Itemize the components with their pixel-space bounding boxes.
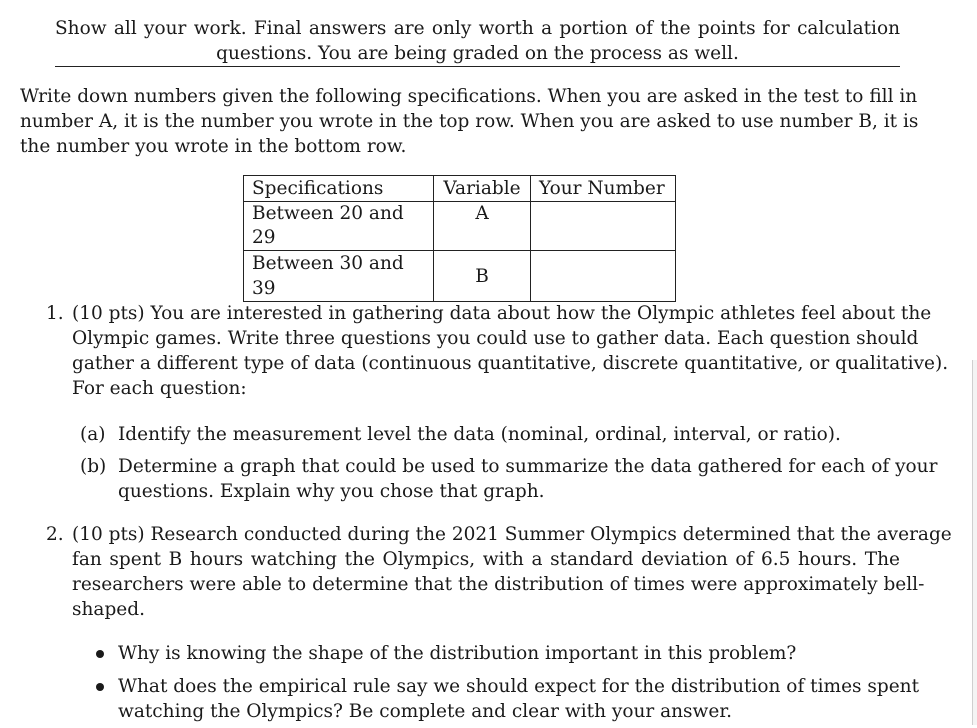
table-row: [244, 251, 676, 302]
specifications-table: [243, 175, 676, 302]
part-line: Determine a graph that could be used to summarize the data gathered for each of your: [118, 456, 938, 477]
question-line: researchers were able to determine that the distribution of times were approximately bell-: [72, 574, 925, 595]
table-header-row: [244, 176, 676, 202]
question-text: [72, 522, 952, 622]
instructions-header: [55, 16, 900, 66]
bullet-line: Why is knowing the shape of the distribution important in this problem?: [118, 643, 797, 664]
part-line: Identify the measurement level the data (nominal, ordinal, interval, or ratio).: [118, 424, 841, 445]
part-label: (b): [80, 456, 107, 477]
header-line: Show all your work. Final answers are only worth a portion of the points for calculation: [55, 18, 900, 39]
column-header: Variable: [434, 176, 531, 202]
question-line: (10 pts) You are interested in gathering data about how the Olympic athletes feel about the: [72, 303, 932, 324]
part-text: [118, 422, 900, 447]
spec-cell: Between 30 and 39: [244, 251, 434, 302]
part-label: (a): [80, 424, 106, 445]
question-text: [72, 301, 949, 401]
question-number: 2.: [46, 524, 64, 545]
your-number-cell-a[interactable]: [531, 202, 676, 251]
question-line: For each question:: [72, 378, 247, 399]
header-line: questions. You are being graded on the process as well.: [216, 43, 739, 64]
bullet-text: [118, 641, 900, 666]
intro-line: number A, it is the number you wrote in the top row. When you are asked to use number B, it is: [20, 111, 919, 132]
spec-cell: Between 20 and 29: [244, 202, 434, 251]
your-number-cell-b[interactable]: [531, 251, 676, 302]
intro-line: Write down numbers given the following specifications. When you are asked in the test to fill in: [20, 86, 918, 107]
part-line: questions. Explain why you chose that graph.: [118, 481, 545, 502]
variable-cell: B: [434, 251, 531, 302]
column-header: Your Number: [531, 176, 676, 202]
question-line: Olympic games. Write three questions you could use to gather data. Each question should: [72, 328, 919, 349]
bullet-icon: [96, 683, 104, 691]
table-row: [244, 202, 676, 251]
column-header: Specifications: [244, 176, 434, 202]
bullet-line: watching the Olympics? Be complete and clear with your answer.: [118, 701, 733, 722]
bullet-line: What does the empirical rule say we should expect for the distribution of times spent: [118, 676, 920, 697]
vertical-scrollbar[interactable]: [972, 360, 977, 725]
question-line: shaped.: [72, 599, 145, 620]
question-number: 1.: [46, 303, 64, 324]
variable-cell: A: [434, 202, 531, 251]
intro-line: the number you wrote in the bottom row.: [20, 136, 407, 157]
question-line: gather a different type of data (continuous quantitative, discrete quantitative, or qualitative).: [72, 353, 949, 374]
header-divider: [55, 66, 900, 67]
part-text: [118, 454, 938, 504]
intro-paragraph: [20, 84, 919, 159]
bullet-text: [118, 674, 920, 724]
bullet-icon: [96, 650, 104, 658]
question-line: (10 pts) Research conducted during the 2021 Summer Olympics determined that the average: [72, 524, 952, 545]
question-line: fan spent B hours watching the Olympics, with a standard deviation of 6.5 hours. The: [72, 549, 900, 570]
